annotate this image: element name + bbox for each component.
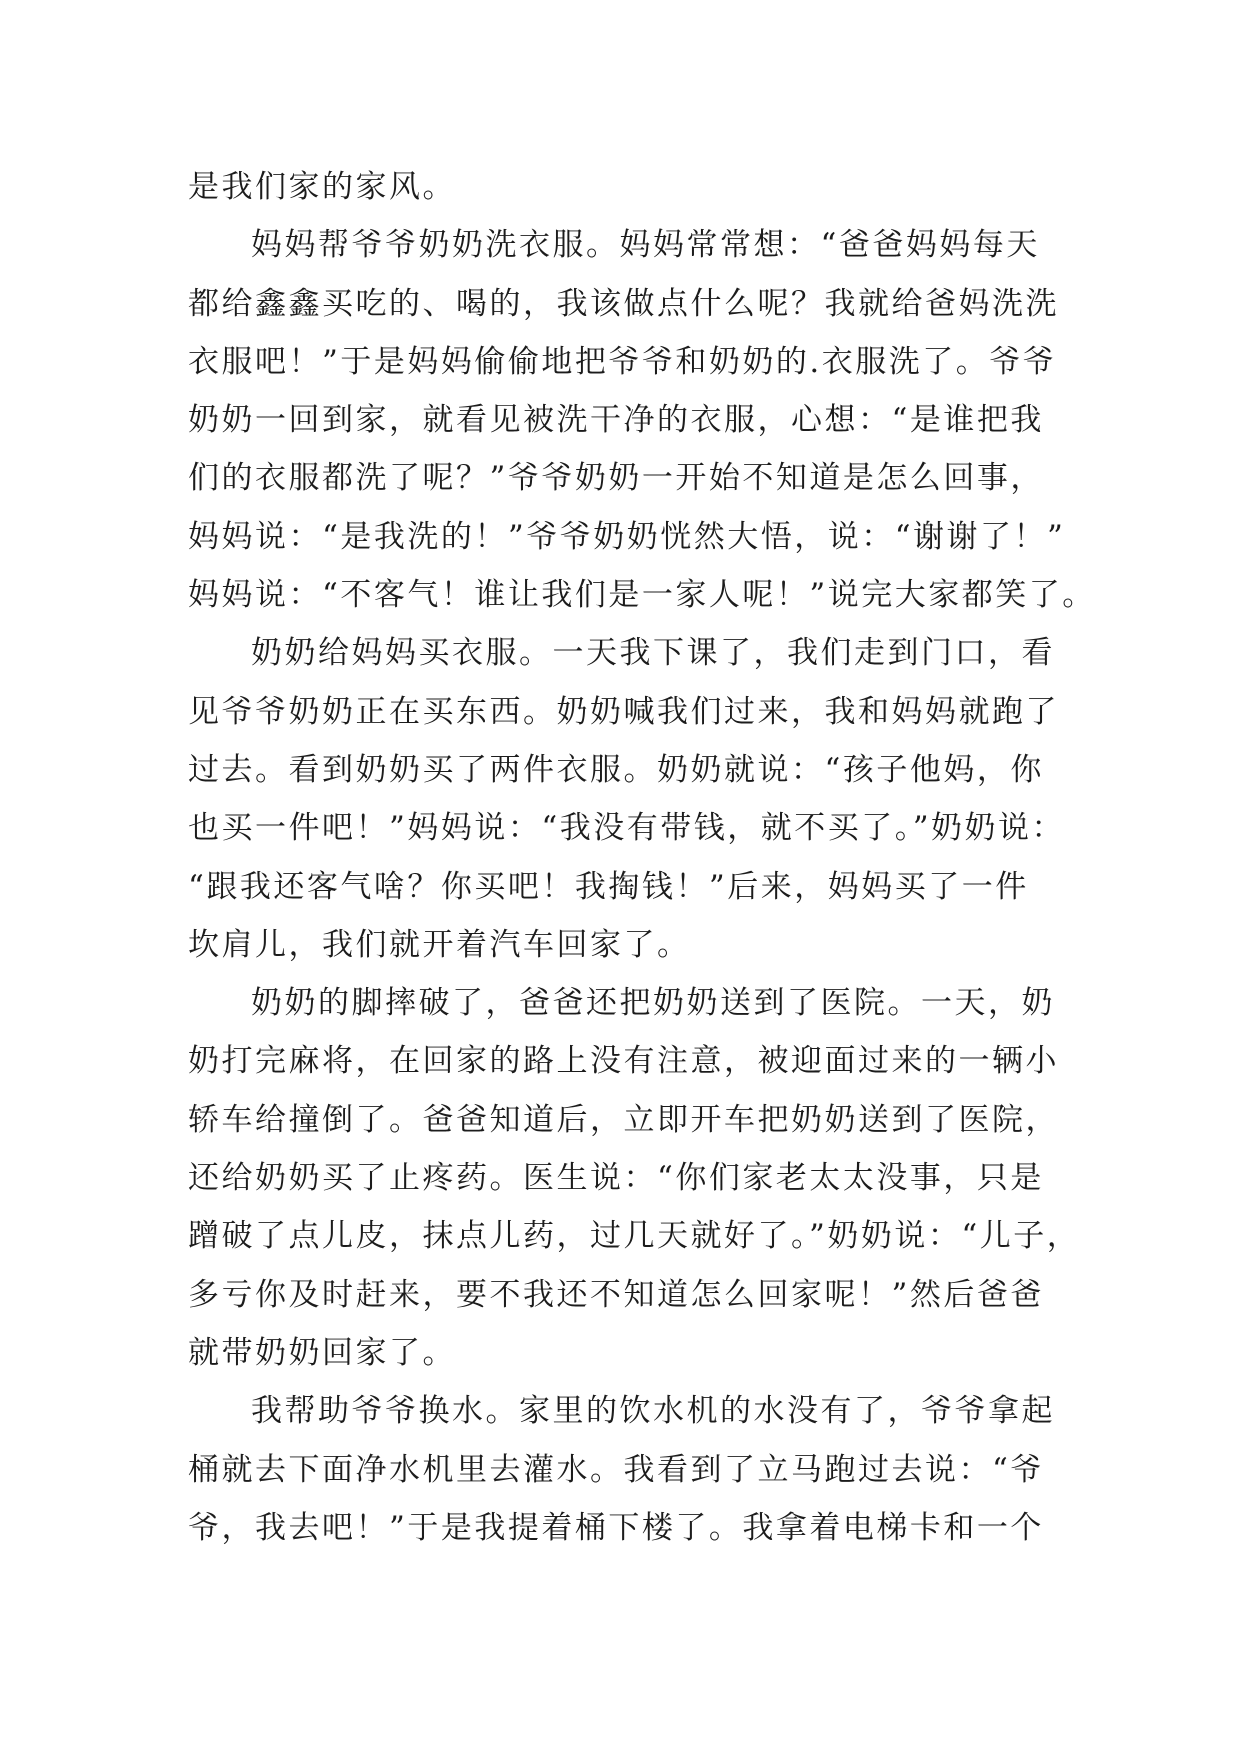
text-line: 爷，我去吧！”于是我提着桶下楼了。我拿着电梯卡和一个 — [188, 1509, 1044, 1546]
paragraph-first-line: 奶奶给妈妈买衣服。一天我下课了，我们走到门口，看 — [251, 635, 1055, 672]
text-line: “跟我还客气啥？你买吧！我掏钱！”后来，妈妈买了一件 — [188, 868, 1029, 905]
essay-body — [188, 158, 1096, 1557]
text-line: 还给奶奶买了止疼药。医生说：“你们家老太太没事，只是 — [188, 1160, 1044, 1197]
text-line: 妈妈说：“是我洗的！”爷爷奶奶恍然大悟，说：“谢谢了！” — [188, 518, 1066, 555]
paragraph-first-line: 奶奶的脚摔破了，爸爸还把奶奶送到了医院。一天，奶 — [251, 985, 1055, 1022]
text-line: 是我们家的家风。 — [188, 169, 456, 205]
text-line: 们的衣服都洗了呢？”爷爷奶奶一开始不知道是怎么回事， — [188, 460, 1044, 497]
text-line: 多亏你及时赶来，要不我还不知道怎么回家呢！”然后爸爸 — [188, 1276, 1044, 1313]
text-line: 桶就去下面净水机里去灌水。我看到了立马跑过去说：“爷 — [188, 1451, 1044, 1488]
text-line: 蹭破了点儿皮，抹点儿药，过几天就好了。”奶奶说：“儿子， — [188, 1218, 1081, 1255]
text-line: 坎肩儿，我们就开着汽车回家了。 — [188, 926, 691, 963]
text-line: 轿车给撞倒了。爸爸知道后，立即开车把奶奶送到了医院， — [188, 1101, 1059, 1138]
text-line: 就带奶奶回家了。 — [188, 1334, 456, 1371]
text-line: 见爷爷奶奶正在买东西。奶奶喊我们过来，我和妈妈就跑了 — [188, 693, 1059, 730]
text-line: 都给鑫鑫买吃的、喝的，我该做点什么呢？我就给爸妈洗洗 — [188, 285, 1059, 322]
text-line: 奶打完麻将，在回家的路上没有注意，被迎面过来的一辆小 — [188, 1043, 1059, 1080]
text-line: 过去。看到奶奶买了两件衣服。奶奶就说：“孩子他妈，你 — [188, 751, 1044, 788]
text-line: 也买一件吧！”妈妈说：“我没有带钱，就不买了。”奶奶说： — [188, 810, 1066, 847]
paragraph-first-line: 我帮助爷爷换水。家里的饮水机的水没有了，爷爷拿起 — [251, 1393, 1055, 1430]
text-line: 衣服吧！”于是妈妈偷偷地把爷爷和奶奶的.衣服洗了。爷爷 — [188, 343, 1057, 380]
text-line: 奶奶一回到家，就看见被洗干净的衣服，心想：“是谁把我 — [188, 402, 1044, 439]
paragraph-first-line: 妈妈帮爷爷奶奶洗衣服。妈妈常常想：“爸爸妈妈每天 — [251, 227, 1040, 264]
text-line: 妈妈说：“不客气！谁让我们是一家人呢！”说完大家都笑了。 — [188, 577, 1096, 614]
